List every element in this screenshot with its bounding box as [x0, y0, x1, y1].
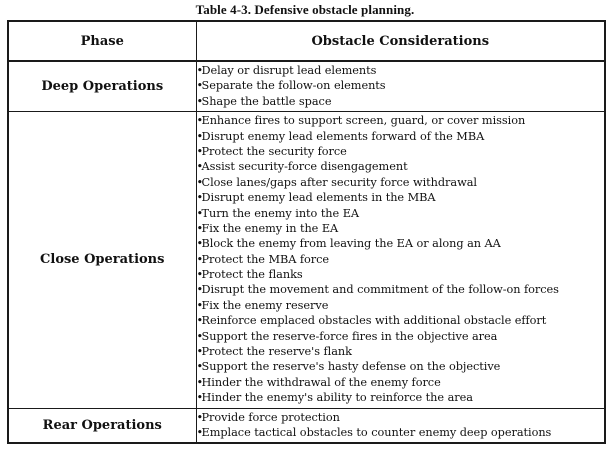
- consideration-text: Protect the security force: [201, 144, 347, 158]
- list-item: [197, 252, 605, 267]
- considerations-cell: [196, 112, 605, 408]
- consideration-text: Support the reserve-force fires in the objective area: [201, 329, 498, 343]
- consideration-text: Protect the reserve's flank: [201, 345, 352, 359]
- consideration-text: Support the reserve's hasty defense on the objective: [201, 360, 501, 374]
- list-item: [197, 159, 605, 174]
- consideration-text: Block the enemy from leaving the EA or along an AA: [201, 237, 501, 251]
- considerations-cell: [196, 408, 605, 443]
- bullet-icon: •: [196, 268, 204, 282]
- phase-cell: Rear Operations: [8, 408, 196, 443]
- consideration-text: Protect the flanks: [201, 268, 303, 282]
- considerations-list: [197, 112, 605, 407]
- bullet-icon: •: [196, 175, 204, 189]
- consideration-text: Hinder the withdrawal of the enemy force: [201, 375, 441, 389]
- table-caption: Table 4-3. Defensive obstacle planning.: [195, 2, 415, 17]
- considerations-cell: [196, 61, 605, 112]
- list-item: [197, 390, 605, 405]
- list-item: [197, 344, 605, 359]
- bullet-icon: •: [196, 360, 204, 374]
- bullet-icon: •: [196, 160, 204, 174]
- bullet-icon: •: [196, 206, 204, 220]
- table-header-row: [8, 21, 605, 61]
- list-item: [197, 329, 605, 344]
- list-item: [197, 221, 605, 236]
- consideration-text: Assist security-force disengagement: [201, 160, 408, 174]
- consideration-text: Close lanes/gaps after security force withdrawal: [201, 175, 477, 189]
- column-header-considerations: Obstacle Considerations: [196, 21, 605, 61]
- bullet-icon: •: [196, 345, 204, 359]
- table-row: [8, 61, 605, 112]
- bullet-icon: •: [196, 391, 204, 405]
- consideration-text: Fix the enemy reserve: [201, 298, 329, 312]
- consideration-text: Disrupt the movement and commitment of the follow-on forces: [201, 283, 559, 297]
- consideration-text: Delay or disrupt lead elements: [201, 64, 377, 77]
- obstacle-planning-table: [7, 20, 606, 444]
- bullet-icon: •: [196, 237, 204, 251]
- bullet-icon: •: [196, 144, 204, 158]
- list-item: [197, 129, 605, 144]
- consideration-text: Turn the enemy into the EA: [201, 206, 360, 220]
- bullet-icon: •: [196, 94, 204, 108]
- consideration-text: Protect the MBA force: [201, 252, 330, 266]
- list-item: [197, 282, 605, 297]
- bullet-icon: •: [196, 425, 204, 439]
- bullet-icon: •: [196, 314, 204, 328]
- list-item: [197, 425, 605, 440]
- list-item: [197, 298, 605, 313]
- list-item: [197, 63, 605, 78]
- list-item: [197, 313, 605, 328]
- bullet-icon: •: [196, 79, 204, 93]
- consideration-text: Disrupt enemy lead elements forward of the MBA: [201, 129, 485, 143]
- bullet-icon: •: [196, 221, 204, 235]
- bullet-icon: •: [196, 375, 204, 389]
- list-item: [197, 190, 605, 205]
- list-item: [197, 144, 605, 159]
- consideration-text: Shape the battle space: [201, 94, 332, 108]
- phase-cell: Close Operations: [8, 112, 196, 408]
- column-header-phase: Phase: [8, 21, 196, 61]
- table-row: [8, 408, 605, 443]
- bullet-icon: •: [196, 64, 204, 77]
- consideration-text: Enhance fires to support screen, guard, or cover mission: [201, 114, 526, 128]
- table-row: [8, 112, 605, 408]
- list-item: [197, 375, 605, 390]
- list-item: [197, 206, 605, 221]
- list-item: [197, 113, 605, 128]
- consideration-text: Emplace tactical obstacles to counter enemy deep operations: [201, 425, 552, 439]
- consideration-text: Separate the follow-on elements: [201, 79, 386, 93]
- list-item: [197, 175, 605, 190]
- consideration-text: Reinforce emplaced obstacles with additional obstacle effort: [201, 314, 547, 328]
- bullet-icon: •: [196, 298, 204, 312]
- considerations-list: [197, 409, 605, 443]
- consideration-text: Fix the enemy in the EA: [201, 221, 339, 235]
- bullet-icon: •: [196, 191, 204, 205]
- bullet-icon: •: [196, 329, 204, 343]
- bullet-icon: •: [196, 410, 204, 424]
- list-item: [197, 78, 605, 93]
- phase-cell: Deep Operations: [8, 61, 196, 112]
- list-item: [197, 94, 605, 109]
- bullet-icon: •: [196, 129, 204, 143]
- bullet-icon: •: [196, 114, 204, 128]
- considerations-list: [197, 62, 605, 111]
- consideration-text: Disrupt enemy lead elements in the MBA: [201, 191, 436, 205]
- list-item: [197, 410, 605, 425]
- list-item: [197, 236, 605, 251]
- consideration-text: Provide force protection: [201, 410, 340, 424]
- list-item: [197, 359, 605, 374]
- bullet-icon: •: [196, 283, 204, 297]
- bullet-icon: •: [196, 252, 204, 266]
- consideration-text: Hinder the enemy's ability to reinforce the area: [201, 391, 473, 405]
- list-item: [197, 267, 605, 282]
